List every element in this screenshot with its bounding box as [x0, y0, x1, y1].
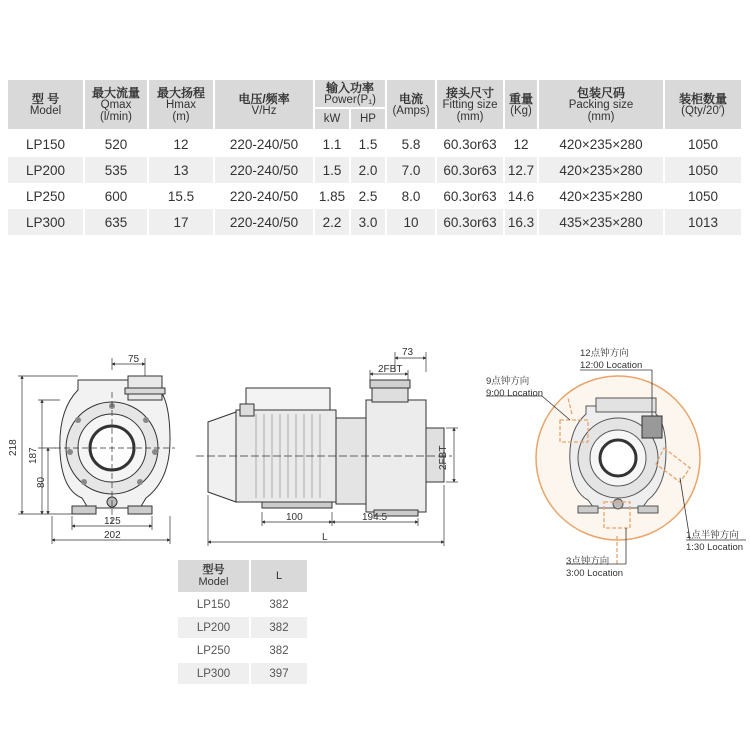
cell-kw: 2.2: [314, 209, 350, 235]
loc-3-cn: 3点钟方向: [566, 556, 610, 567]
dim-187: 187: [28, 447, 39, 464]
cell-qty: 1050: [664, 157, 742, 183]
cell-hmax: 17: [148, 209, 214, 235]
dim-2fbt-top: 2FBT: [378, 364, 403, 375]
loc-9-en: 9:00 Location: [486, 388, 544, 399]
dim-75: 75: [128, 354, 140, 365]
cell-packing: 420×235×280: [538, 130, 664, 157]
cell-weight: 16.3: [504, 209, 538, 235]
header-packing: 包装尺码 Packing size (mm): [538, 80, 664, 130]
cell-packing: 420×235×280: [538, 183, 664, 209]
len-cell-l: 397: [250, 662, 308, 685]
dim-218: 218: [8, 439, 19, 456]
loc-130-cn: 1点半钟方向: [686, 530, 739, 541]
loc-12-cn: 12点钟方向: [580, 348, 629, 359]
loc-12-en: 12:00 Location: [580, 360, 643, 371]
header-voltage: 电压/频率 V/Hz: [214, 80, 314, 130]
cell-model: LP200: [8, 157, 84, 183]
table-row: [8, 183, 742, 209]
table-row: [8, 130, 742, 157]
cell-voltage: 220-240/50: [214, 130, 314, 157]
cell-packing: 420×235×280: [538, 157, 664, 183]
side-view: [196, 352, 458, 546]
table-row: [178, 616, 308, 639]
front-view: [18, 358, 175, 544]
cell-qty: 1050: [664, 183, 742, 209]
cell-hmax: 13: [148, 157, 214, 183]
cell-fitting: 60.3or63: [436, 209, 504, 235]
dim-73: 73: [402, 347, 414, 358]
cell-hp: 2.0: [350, 157, 386, 183]
dim-125: 125: [104, 516, 121, 527]
loc-130-en: 1:30 Location: [686, 542, 744, 553]
cell-hmax: 15.5: [148, 183, 214, 209]
cell-amps: 10: [386, 209, 436, 235]
cell-qmax: 520: [84, 130, 148, 157]
header-power: 输入功率 Power(P₁): [314, 80, 386, 108]
len-header-model: 型号 Model: [178, 560, 250, 593]
len-header-l: L: [250, 560, 308, 593]
dim-80: 80: [36, 476, 47, 488]
cell-model: LP150: [8, 130, 84, 157]
cell-amps: 7.0: [386, 157, 436, 183]
cell-hp: 3.0: [350, 209, 386, 235]
header-qmax: 最大流量 Qmax (l/min): [84, 80, 148, 130]
cell-weight: 14.6: [504, 183, 538, 209]
cell-amps: 8.0: [386, 183, 436, 209]
loc-3-en: 3:00 Location: [566, 568, 624, 579]
cell-hp: 1.5: [350, 130, 386, 157]
cell-qmax: 535: [84, 157, 148, 183]
header-fitting: 接头尺寸 Fitting size (mm): [436, 80, 504, 130]
dim-100: 100: [286, 512, 303, 523]
cell-hp: 2.5: [350, 183, 386, 209]
table-row: [178, 639, 308, 662]
header-power-hp: HP: [350, 108, 386, 130]
header-current: 电流 (Amps): [386, 80, 436, 130]
header-container: 装柜数量 (Qty/20′): [664, 80, 742, 130]
len-cell-model: LP150: [178, 593, 250, 616]
cell-kw: 1.5: [314, 157, 350, 183]
dim-194-5: 194.5: [362, 512, 388, 523]
dim-202: 202: [104, 530, 121, 541]
dim-L: L: [322, 532, 328, 543]
cell-qmax: 600: [84, 183, 148, 209]
len-cell-model: LP250: [178, 639, 250, 662]
length-table: [178, 560, 309, 686]
cell-hmax: 12: [148, 130, 214, 157]
cell-qmax: 635: [84, 209, 148, 235]
len-cell-model: LP300: [178, 662, 250, 685]
loc-9-cn: 9点钟方向: [486, 376, 530, 387]
header-weight: 重量 (Kg): [504, 80, 538, 130]
cell-qty: 1050: [664, 130, 742, 157]
cell-weight: 12: [504, 130, 538, 157]
cell-voltage: 220-240/50: [214, 209, 314, 235]
table-row: [178, 662, 308, 685]
table-row: [178, 593, 308, 616]
cell-packing: 435×235×280: [538, 209, 664, 235]
header-model: 型 号 Model: [8, 80, 84, 130]
cell-model: LP300: [8, 209, 84, 235]
cell-kw: 1.1: [314, 130, 350, 157]
header-hmax: 最大扬程 Hmax (m): [148, 80, 214, 130]
cell-voltage: 220-240/50: [214, 157, 314, 183]
spec-table: [8, 80, 743, 235]
len-cell-model: LP200: [178, 616, 250, 639]
cell-qty: 1013: [664, 209, 742, 235]
cell-model: LP250: [8, 183, 84, 209]
cell-weight: 12.7: [504, 157, 538, 183]
dim-2fbt-side: 2FBT: [438, 445, 449, 470]
cell-fitting: 60.3or63: [436, 157, 504, 183]
header-power-kw: kW: [314, 108, 350, 130]
len-cell-l: 382: [250, 639, 308, 662]
cell-fitting: 60.3or63: [436, 183, 504, 209]
cell-voltage: 220-240/50: [214, 183, 314, 209]
cell-fitting: 60.3or63: [436, 130, 504, 157]
len-cell-l: 382: [250, 593, 308, 616]
cell-kw: 1.85: [314, 183, 350, 209]
table-row: [8, 157, 742, 183]
len-cell-l: 382: [250, 616, 308, 639]
cell-amps: 5.8: [386, 130, 436, 157]
table-row: [8, 209, 742, 235]
